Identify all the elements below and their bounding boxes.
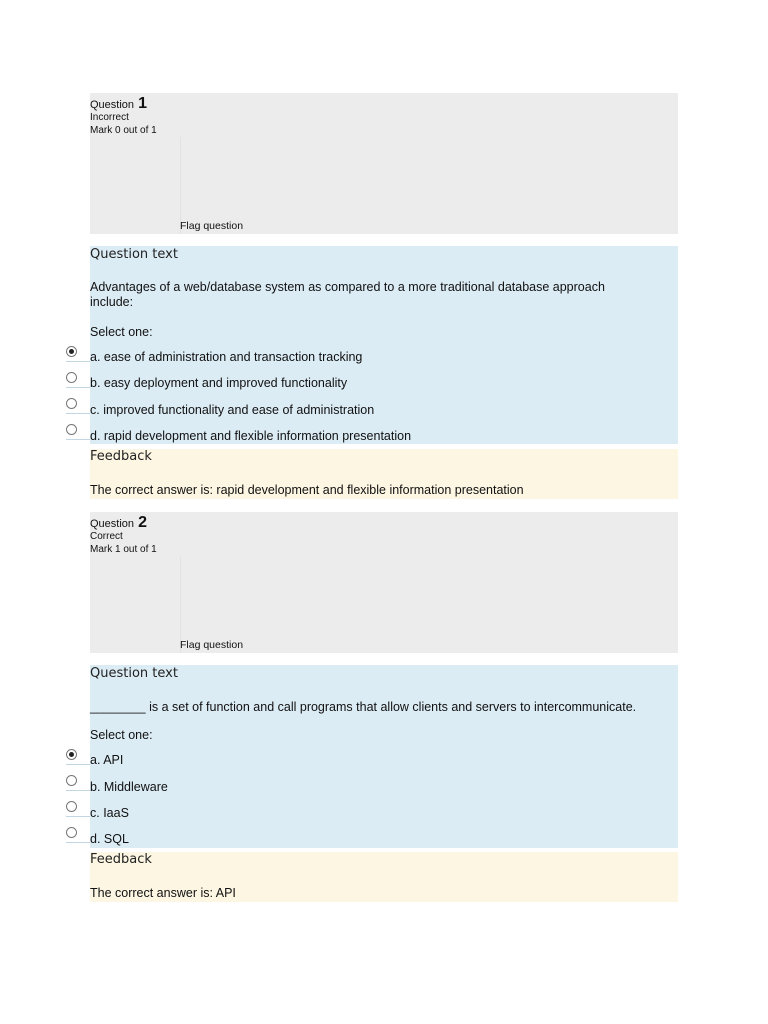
answer-option-text: d. SQL bbox=[90, 832, 129, 846]
question-mark: Mark 0 out of 1 bbox=[90, 125, 157, 136]
answer-option[interactable] bbox=[66, 827, 666, 847]
answer-option[interactable] bbox=[66, 372, 666, 392]
question-text-panel bbox=[90, 665, 678, 848]
flag-question-link[interactable]: Flag question bbox=[180, 220, 244, 232]
question-prompt: ________ is a set of function and call programs that allow clients and servers to intercommunicate. bbox=[90, 700, 637, 714]
feedback-label: Feedback bbox=[90, 449, 152, 464]
option-underline bbox=[66, 387, 90, 388]
question-text-label: Question text bbox=[90, 666, 178, 681]
answer-option[interactable] bbox=[66, 346, 666, 366]
answer-option-text: b. easy deployment and improved functionality bbox=[90, 376, 348, 390]
question-state: Incorrect bbox=[90, 112, 129, 123]
feedback-panel bbox=[90, 449, 678, 499]
option-underline bbox=[66, 361, 90, 362]
answer-option[interactable] bbox=[66, 749, 666, 769]
feedback-text: The correct answer is: rapid development and flexible information presentation bbox=[90, 483, 524, 497]
question-number: 1 bbox=[138, 95, 147, 112]
question-number: 2 bbox=[138, 514, 147, 531]
select-one-label: Select one: bbox=[90, 728, 153, 742]
feedback-panel bbox=[90, 852, 678, 902]
option-underline bbox=[66, 790, 90, 791]
answer-option-text: c. IaaS bbox=[90, 806, 129, 820]
question-text-label: Question text bbox=[90, 247, 178, 262]
answer-option-text: b. Middleware bbox=[90, 780, 168, 794]
question-prompt: Advantages of a web/database system as compared to a more traditional database approach include: bbox=[90, 280, 605, 309]
radio-button[interactable] bbox=[66, 372, 77, 383]
option-underline bbox=[66, 413, 90, 414]
answer-option[interactable] bbox=[66, 775, 666, 795]
feedback-text: The correct answer is: API bbox=[90, 886, 236, 900]
option-underline bbox=[66, 816, 90, 817]
answer-option-text: a. API bbox=[90, 753, 124, 767]
radio-button[interactable] bbox=[66, 424, 77, 435]
question-title bbox=[90, 514, 147, 532]
answer-option[interactable] bbox=[66, 398, 666, 418]
flag-question-link[interactable]: Flag question bbox=[180, 639, 244, 651]
feedback-label: Feedback bbox=[90, 852, 152, 867]
option-underline bbox=[66, 764, 90, 765]
radio-button[interactable] bbox=[66, 827, 77, 838]
answer-option-text: c. improved functionality and ease of administration bbox=[90, 403, 375, 417]
question-info-panel bbox=[90, 512, 678, 653]
question-text-panel bbox=[90, 246, 678, 444]
question-title bbox=[90, 95, 147, 113]
radio-button-selected[interactable] bbox=[66, 749, 77, 760]
question-state: Correct bbox=[90, 531, 123, 542]
answer-option-text: d. rapid development and flexible information presentation bbox=[90, 429, 412, 443]
question-title-prefix: Question bbox=[90, 99, 135, 111]
question-mark: Mark 1 out of 1 bbox=[90, 544, 157, 555]
answer-option[interactable] bbox=[66, 424, 666, 444]
radio-button-selected[interactable] bbox=[66, 346, 77, 357]
radio-button[interactable] bbox=[66, 398, 77, 409]
option-underline bbox=[66, 842, 90, 843]
answer-option-text: a. ease of administration and transaction tracking bbox=[90, 350, 363, 364]
question-info-panel bbox=[90, 93, 678, 234]
radio-button[interactable] bbox=[66, 801, 77, 812]
select-one-label: Select one: bbox=[90, 325, 153, 339]
question-title-prefix: Question bbox=[90, 518, 135, 530]
radio-button[interactable] bbox=[66, 775, 77, 786]
option-underline bbox=[66, 439, 90, 440]
answer-option[interactable] bbox=[66, 801, 666, 821]
